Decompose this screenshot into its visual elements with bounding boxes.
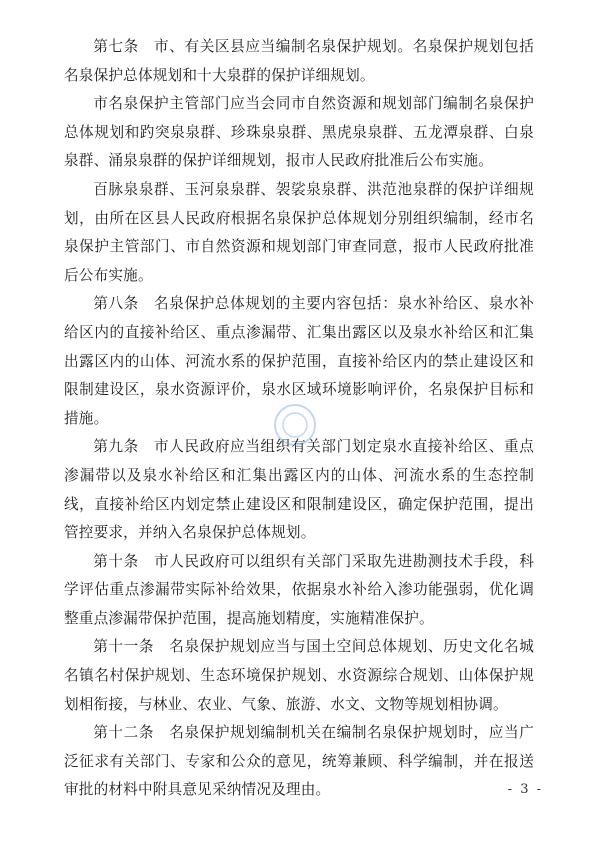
paragraph-article-7-part-2: 市名泉保护主管部门应当会同市自然资源和规划部门编制名泉保护总体规划和趵突泉泉群、珍珠泉泉群、黑虎泉泉群、五龙潭泉群、白泉泉群、涌泉泉群的保护详细规划，报市人民政府批准后公布实施。 (64, 95, 534, 170)
paragraph-article-12: 第十二条 名泉保护规划编制机关在编制名泉保护规划时，应当广泛征求有关部门、专家和公众的意见，统筹兼顾、科学编制，并在报送审批的材料中附具意见采纳情况及理由。 (64, 724, 534, 799)
page-number: - 3 - (507, 782, 543, 797)
paragraph-article-7-part-3: 百脉泉泉群、玉河泉泉群、袈裟泉泉群、洪范池泉群的保护详细规划，由所在区县人民政府根据名泉保护总体规划分别组织编制，经市名泉保护主管部门、市自然资源和规划部门审查同意，报市人民政府批准后公布实施。 (64, 180, 534, 284)
paragraph-article-10: 第十条 市人民政府可以组织有关部门采取先进勘测技术手段，科学评估重点渗漏带实际补给效果，依据泉水补给入渗功能强弱，优化调整重点渗漏带保护范围，提高施划精度，实施精准保护。 (64, 552, 534, 627)
paragraph-article-9: 第九条 市人民政府应当组织有关部门划定泉水直接补给区、重点渗漏带以及泉水补给区和汇集出露区内的山体、河流水系的生态控制线，直接补给区内划定禁止建设区和限制建设区，确定保护范围，提出管控要求，并纳入名泉保护总体规划。 (64, 438, 534, 542)
paragraph-article-7: 第七条 市、有关区县应当编制名泉保护规划。名泉保护规划包括名泉保护总体规划和十大泉群的保护详细规划。 (64, 38, 534, 84)
paragraph-article-11: 第十一条 名泉保护规划应当与国土空间总体规划、历史文化名城名镇名村保护规划、生态环境保护规划、水资源综合规划、山体保护规划相衔接，与林业、农业、气象、旅游、水文、文物等规划相协调。 (64, 638, 534, 713)
paragraph-article-8: 第八条 名泉保护总体规划的主要内容包括：泉水补给区、泉水补给区内的直接补给区、重点渗漏带、汇集出露区以及泉水补给区和汇集出露区内的山体、河流水系的保护范围，直接补给区内的禁止建设区和限制建设区，泉水资源评价，泉水区域环境影响评价，名泉保护目标和措施。 (64, 295, 534, 427)
watermark-logo-icon (270, 400, 320, 450)
